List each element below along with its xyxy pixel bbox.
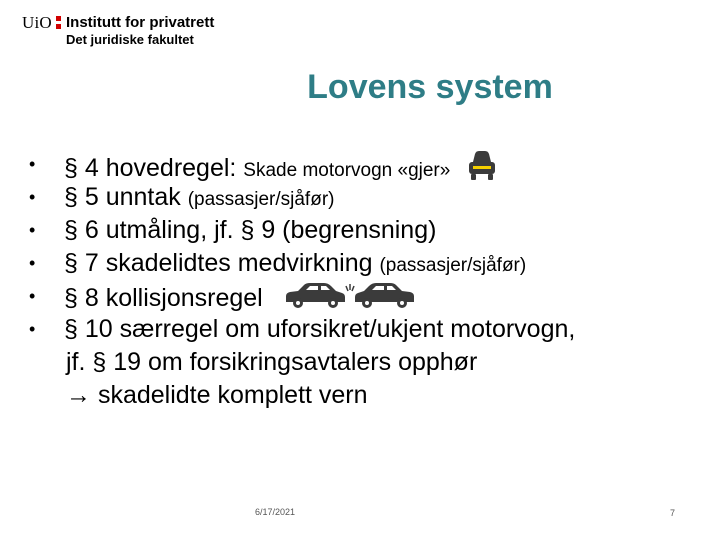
bullet-item — [22, 280, 702, 313]
institute-name: Institutt for privatrett — [66, 14, 215, 31]
bullet-item — [22, 181, 702, 214]
uio-logo: UiO — [22, 13, 52, 32]
page-number: 7 — [670, 508, 676, 518]
bullet-glyph: • — [29, 253, 36, 273]
bullet-text: § 8 kollisjonsregel — [64, 284, 263, 313]
faculty-name: Det juridiske fakultet — [66, 32, 194, 47]
conclusion-text: skadelidte komplett vern — [97, 381, 368, 409]
bullet-item — [22, 214, 702, 247]
bullet-glyph: • — [29, 154, 36, 174]
bullet-subtext: Skade motorvogn «gjer» — [243, 160, 451, 182]
uio-logo-colon-icon — [56, 16, 62, 30]
bullet-glyph: • — [29, 286, 36, 306]
bullet-item — [22, 313, 702, 412]
bullet-list — [22, 148, 702, 412]
bullet-item — [22, 247, 702, 280]
bullet-item — [22, 148, 702, 181]
arrow-right-icon: → — [66, 381, 91, 409]
bullet-text: § 5 unntak — [64, 183, 188, 211]
bullet-glyph: • — [29, 187, 36, 207]
slide-title: Lovens system — [307, 68, 553, 106]
bullet-subtext: (passasjer/sjåfør) — [187, 189, 335, 210]
bullet-glyph: • — [29, 220, 36, 240]
bullet-text: § 6 utmåling, jf. § 9 (begrensning) — [64, 216, 437, 244]
bullet-text: § 4 hovedregel: — [64, 154, 244, 183]
footer-date: 6/17/2021 — [255, 507, 296, 517]
bullet-glyph: • — [29, 319, 36, 339]
bullet-conclusion — [64, 379, 702, 412]
bullet-continuation: jf. § 19 om forsikringsavtalers opphør — [66, 348, 478, 376]
bullet-subtext: (passasjer/sjåfør) — [379, 255, 527, 276]
bullet-text: § 10 særregel om uforsikret/ukjent motorvogn, — [64, 315, 576, 343]
bullet-text: § 7 skadelidtes medvirkning — [64, 249, 380, 277]
